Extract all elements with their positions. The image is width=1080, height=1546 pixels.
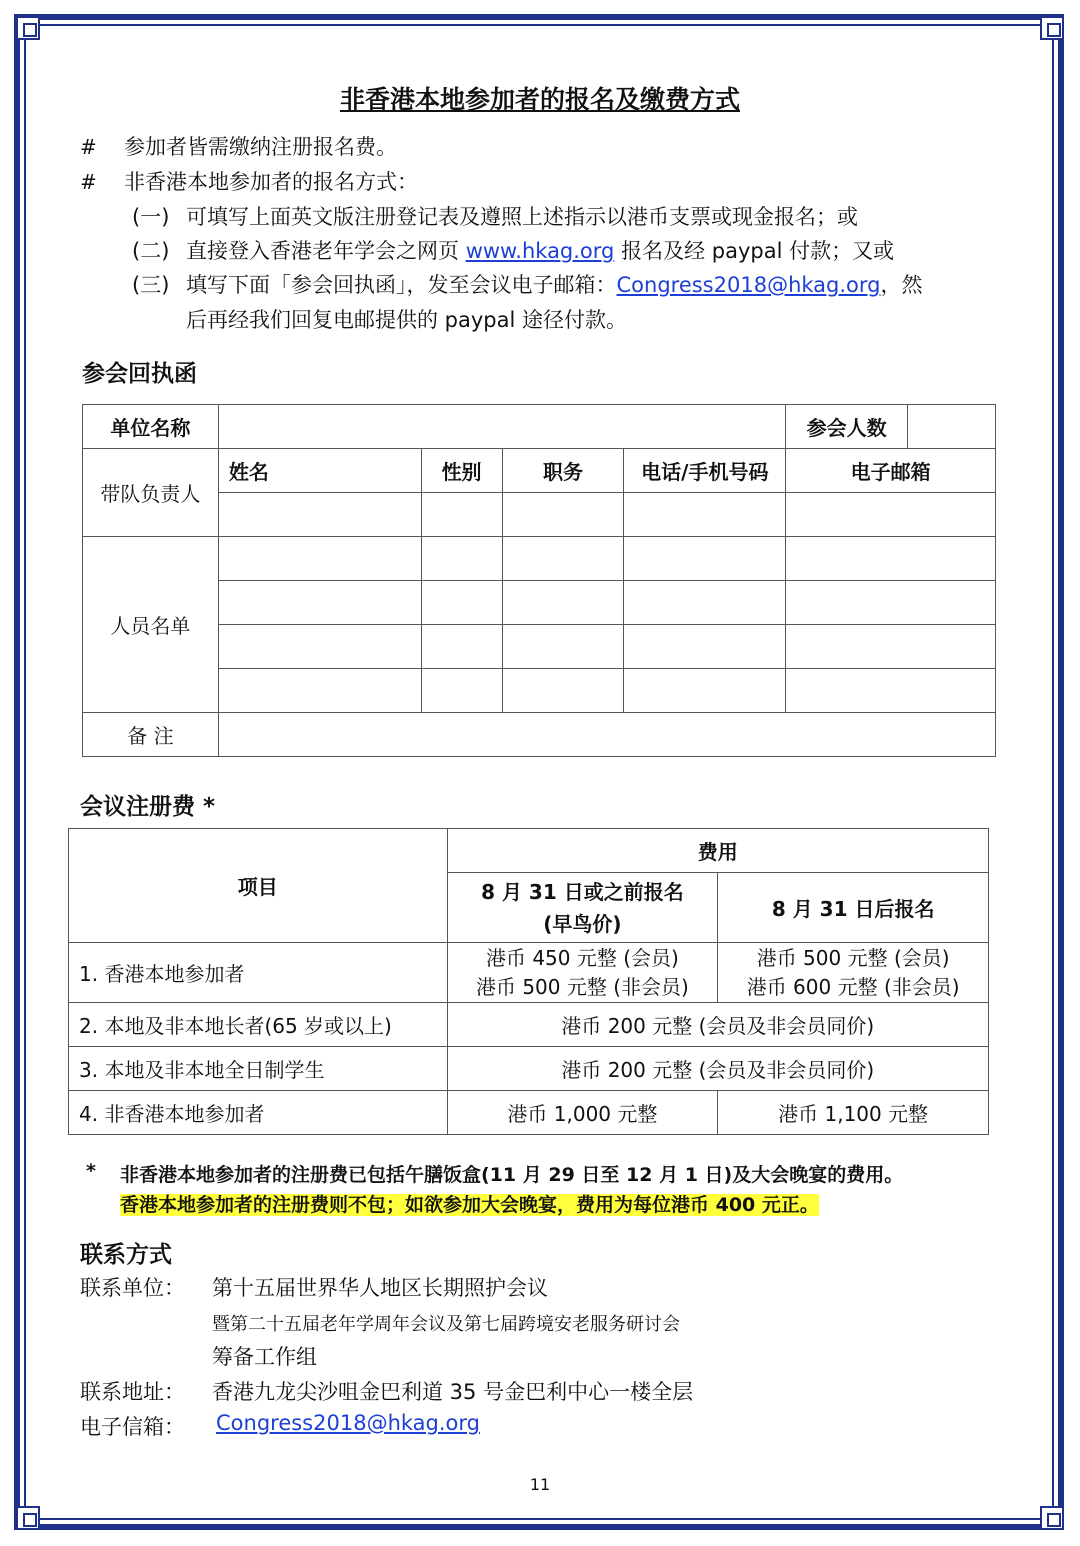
fee-value: 港币 500 元整 (会员) xyxy=(756,945,950,970)
fee-value: 港币 500 元整 (非会员) xyxy=(475,974,689,999)
col-phone: 电话/手机号码 xyxy=(624,449,786,493)
corner-ornament-icon xyxy=(1040,16,1064,40)
option-3-line2: 后再经我们回复电邮提供的 paypal 途径付款。 xyxy=(186,308,628,332)
member-cell[interactable] xyxy=(421,537,502,581)
member-cell[interactable] xyxy=(624,625,786,669)
remarks-field[interactable] xyxy=(218,713,995,757)
contact-email-label: 电子信箱： xyxy=(80,1415,185,1439)
contact-heading: 联系方式 xyxy=(80,1242,172,1268)
fee-row-item: 2. 本地及非本地长者(65 岁或以上) xyxy=(69,1003,448,1047)
corner-ornament-icon xyxy=(16,16,40,40)
leader-position-field[interactable] xyxy=(502,493,624,537)
col-early-header xyxy=(447,873,718,943)
col-name: 姓名 xyxy=(218,449,421,493)
remarks-label: 备 注 xyxy=(83,713,219,757)
attendees-label: 参会人数 xyxy=(786,405,908,449)
fee-late-cell: 港币 1,100 元整 xyxy=(718,1091,989,1135)
contact-unit-line3: 筹备工作组 xyxy=(212,1345,317,1369)
member-cell[interactable] xyxy=(786,537,996,581)
page-number: 11 xyxy=(529,1475,551,1494)
leader-phone-field[interactable] xyxy=(624,493,786,537)
leader-email-field[interactable] xyxy=(786,493,996,537)
col-gender: 性别 xyxy=(421,449,502,493)
fee-merged-cell: 港币 200 元整 (会员及非会员同价) xyxy=(447,1003,988,1047)
unit-name-field[interactable] xyxy=(218,405,785,449)
member-cell[interactable] xyxy=(624,537,786,581)
member-cell[interactable] xyxy=(421,669,502,713)
bullet-registration-methods: 非香港本地参加者的报名方式： xyxy=(124,170,418,194)
contact-unit-line2: 暨第二十五届老年学周年会议及第七届跨境安老服务研讨会 xyxy=(212,1314,680,1335)
reply-form-heading: 参会回执函 xyxy=(82,361,197,387)
note-marker: * xyxy=(86,1160,96,1182)
fee-row-item: 4. 非香港本地参加者 xyxy=(69,1091,448,1135)
col-early-sub: (早鸟价) xyxy=(543,911,622,936)
member-cell[interactable] xyxy=(421,581,502,625)
option-number: (一) xyxy=(132,205,170,229)
member-cell[interactable] xyxy=(786,625,996,669)
fee-merged-cell: 港币 200 元整 (会员及非会员同价) xyxy=(447,1047,988,1091)
member-cell[interactable] xyxy=(218,581,421,625)
col-late-header: 8 月 31 日后报名 xyxy=(718,873,989,943)
option-3-text xyxy=(186,268,923,302)
member-cell[interactable] xyxy=(502,581,624,625)
congress-email-link[interactable]: Congress2018@hkag.org xyxy=(616,273,881,297)
option-2-text xyxy=(186,234,894,268)
fee-value: 港币 450 元整 (会员) xyxy=(485,945,679,970)
fee-early-cell: 港币 1,000 元整 xyxy=(447,1091,718,1135)
member-list-label: 人员名单 xyxy=(83,537,219,713)
leader-gender-field[interactable] xyxy=(421,493,502,537)
option-2-post: 报名及经 paypal 付款；又或 xyxy=(621,239,895,263)
fee-early-cell xyxy=(447,943,718,1003)
reply-form-table xyxy=(82,404,996,757)
member-cell[interactable] xyxy=(624,669,786,713)
col-email: 电子邮箱 xyxy=(786,449,996,493)
member-cell[interactable] xyxy=(218,625,421,669)
option-3-pre: 填写下面「参会回执函」，发至会议电子邮箱： xyxy=(186,273,617,297)
fee-note-2-highlight: 香港本地参加者的注册费则不包；如欲参加大会晚宴，费用为每位港币 400 元正。 xyxy=(120,1194,819,1216)
option-2-pre: 直接登入香港老年学会之网页 xyxy=(186,239,459,263)
bullet-marker: # xyxy=(80,170,97,194)
leader-label: 带队负责人 xyxy=(83,449,219,537)
fee-note-1: 非香港本地参加者的注册费已包括午膳饭盒(11 月 29 日至 12 月 1 日)及大会晚宴的费用。 xyxy=(120,1164,904,1186)
corner-ornament-icon xyxy=(16,1506,40,1530)
bullet-registration-fee: 参加者皆需缴纳注册报名费。 xyxy=(124,135,397,159)
contact-address-label: 联系地址： xyxy=(80,1380,185,1404)
member-cell[interactable] xyxy=(502,537,624,581)
col-item-header: 项目 xyxy=(69,829,448,943)
contact-address: 香港九龙尖沙咀金巴利道 35 号金巴利中心一楼全层 xyxy=(212,1380,694,1404)
attendees-field[interactable] xyxy=(908,405,996,449)
contact-email-link[interactable]: Congress2018@hkag.org xyxy=(216,1411,480,1435)
unit-name-label: 单位名称 xyxy=(83,405,219,449)
corner-ornament-icon xyxy=(1040,1506,1064,1530)
page-title: 非香港本地参加者的报名及缴费方式 xyxy=(339,85,740,114)
option-number: (三) xyxy=(132,273,170,297)
member-cell[interactable] xyxy=(624,581,786,625)
fee-row-item: 3. 本地及非本地全日制学生 xyxy=(69,1047,448,1091)
contact-unit-label: 联系单位： xyxy=(80,1276,185,1300)
bullet-marker: # xyxy=(80,135,97,159)
contact-unit-line1: 第十五届世界华人地区长期照护会议 xyxy=(212,1276,548,1300)
leader-name-field[interactable] xyxy=(218,493,421,537)
fees-heading: 会议注册费 * xyxy=(80,794,216,820)
fee-note-2 xyxy=(120,1190,819,1217)
fee-row-item: 1. 香港本地参加者 xyxy=(69,943,448,1003)
col-position: 职务 xyxy=(502,449,624,493)
member-cell[interactable] xyxy=(786,669,996,713)
option-3-post: ，然 xyxy=(880,273,923,297)
col-early-title: 8 月 31 日或之前报名 xyxy=(481,879,684,904)
member-cell[interactable] xyxy=(218,669,421,713)
member-cell[interactable] xyxy=(502,669,624,713)
member-cell[interactable] xyxy=(218,537,421,581)
fee-table xyxy=(68,828,989,1135)
member-cell[interactable] xyxy=(502,625,624,669)
fee-late-cell xyxy=(718,943,989,1003)
hkag-website-link[interactable]: www.hkag.org xyxy=(465,239,615,263)
col-fee-header: 费用 xyxy=(447,829,988,873)
member-cell[interactable] xyxy=(786,581,996,625)
member-cell[interactable] xyxy=(421,625,502,669)
fee-value: 港币 600 元整 (非会员) xyxy=(746,974,960,999)
option-number: (二) xyxy=(132,239,170,263)
option-1-text: 可填写上面英文版注册登记表及遵照上述指示以港币支票或现金报名；或 xyxy=(186,205,858,229)
